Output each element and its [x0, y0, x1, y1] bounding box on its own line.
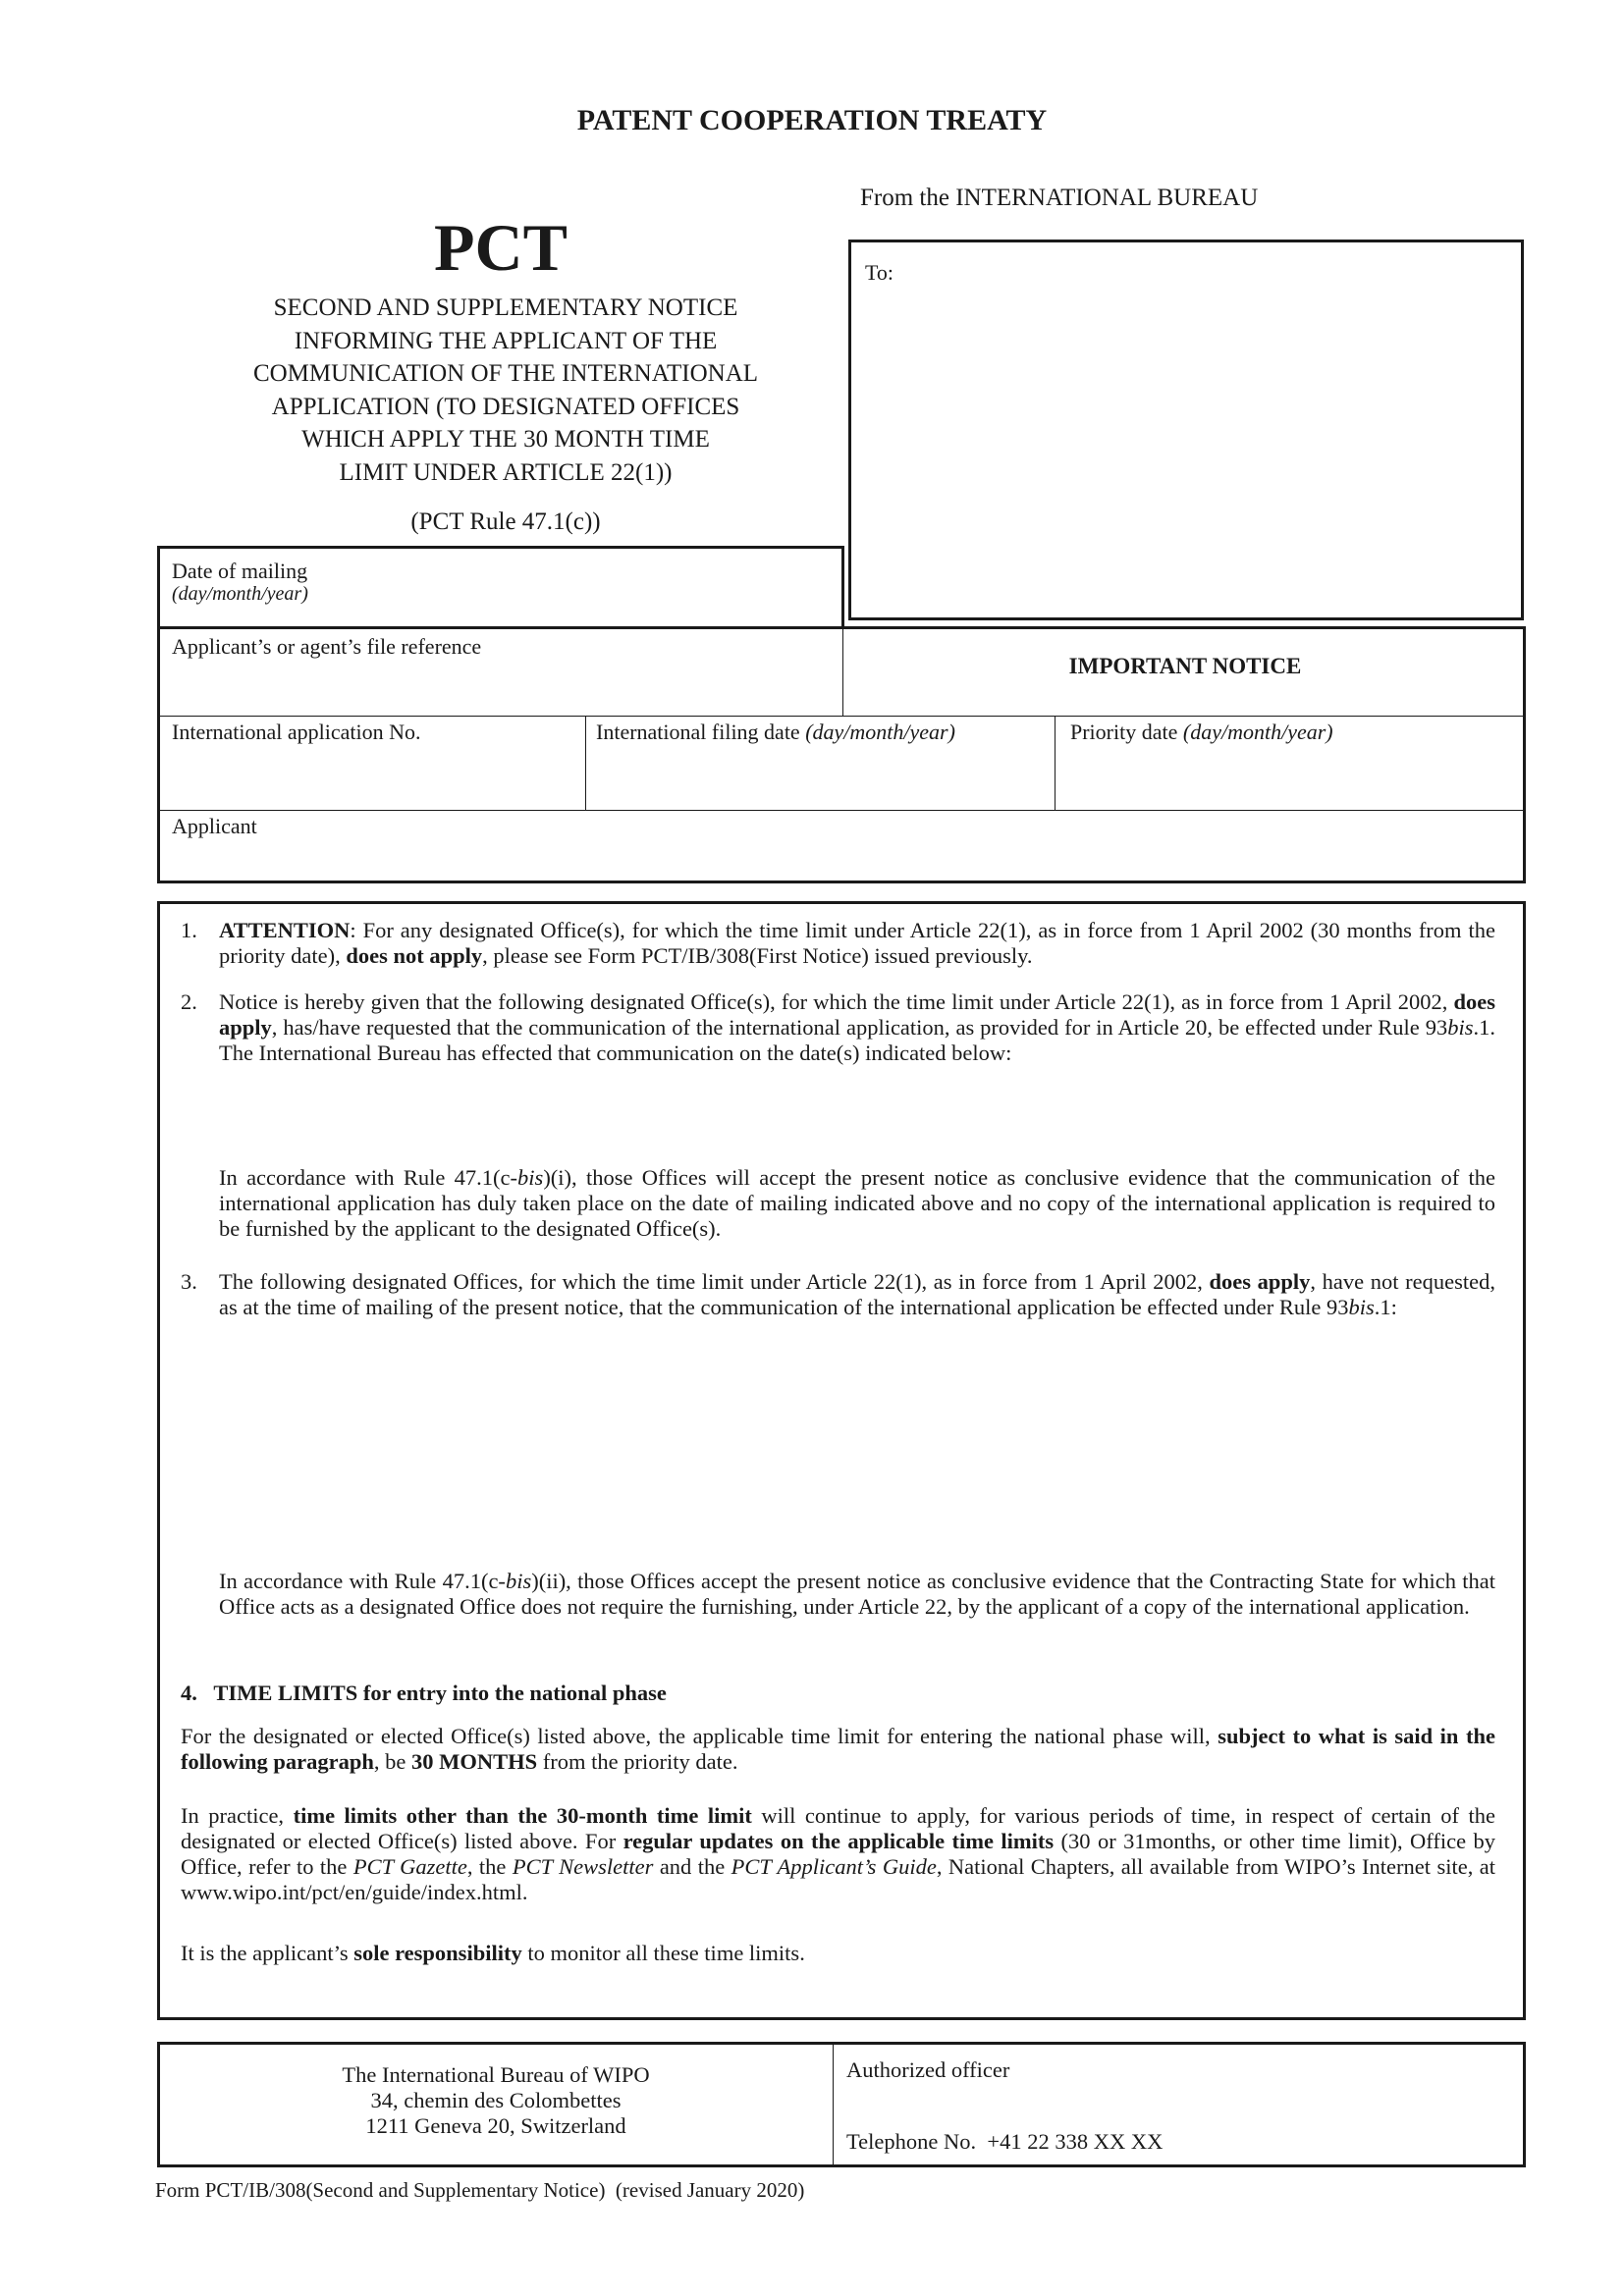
item-2-text: Notice is hereby given that the following designated Office(s), for which the time limit under Article 22(1), as in force from 1 April 2002, does apply, has/have requested that the communication of the international application, as provided for in Article 20, be effected under Rule 93bis.1. The International Bureau has effected that communication on the date(s) indicated below: — [219, 989, 1495, 1065]
address-line: 1211 Geneva 20, Switzerland — [365, 2113, 626, 2138]
item-3-number: 3. — [181, 1269, 197, 1294]
authorized-officer-label[interactable]: Authorized officer — [846, 2057, 1010, 2082]
item-2-number: 2. — [181, 989, 197, 1014]
priority-date-label[interactable] — [1070, 720, 1333, 745]
item-4-paragraph-2: In practice, time limits other than the 30-month time limit will continue to apply, for various periods of time, in respect of certain of the designated or elected Office(s) listed above. For regular updates on the applicable time limits (30 or 31months, or other time limit), Office by Office, refer to the PCT Gazette, the PCT Newsletter and the PCT Applicant’s Guide, National Chapters, all available from WIPO’s Internet site, at www.wipo.int/pct/en/guide/index.html. — [181, 1803, 1496, 1904]
intl-filing-date-format: (day/month/year) — [805, 720, 955, 744]
item-4-paragraph-1: For the designated or elected Office(s) listed above, the applicable time limit for entering the national phase will, subject to what is said in the following paragraph, be 30 MONTHS from the priority date. — [181, 1724, 1495, 1774]
notice-title-line: LIMIT UNDER ARTICLE 22(1)) — [339, 458, 673, 486]
item-3-text: The following designated Offices, for which the time limit under Article 22(1), as in force from 1 April 2002, does apply, have not requested, as at the time of mailing of the present notice, that the communication of the international application be effected under Rule 93bis.1: — [219, 1269, 1495, 1319]
horizontal-divider — [159, 810, 1524, 811]
item-4-paragraph-3: It is the applicant’s sole responsibility to monitor all these time limits. — [181, 1941, 805, 1965]
item-2-evidence-text: In accordance with Rule 47.1(c-bis)(i), those Offices will accept the present notice as conclusive evidence that the communication of the international application has duly taken place on the date of mailing indicated above and no copy of the international application is required to be furnished by the applicant to the designated Office(s). — [219, 1165, 1496, 1241]
to-label: To: — [865, 260, 894, 285]
intl-application-no-label[interactable]: International application No. — [172, 720, 421, 744]
rule-reference: (PCT Rule 47.1(c)) — [410, 508, 601, 535]
vertical-divider — [1055, 717, 1056, 811]
item-4-heading: 4. TIME LIMITS for entry into the national phase — [181, 1681, 667, 1705]
notice-title-line: COMMUNICATION OF THE INTERNATIONAL — [252, 360, 759, 387]
vertical-divider — [842, 628, 843, 717]
address-line: The International Bureau of WIPO — [342, 2062, 650, 2087]
telephone-number: Telephone No. +41 22 338 XX XX — [846, 2129, 1164, 2154]
item-1-number: 1. — [181, 918, 197, 942]
attention-label: ATTENTION — [219, 918, 351, 942]
priority-date-text: Priority date — [1070, 720, 1178, 744]
notice-title — [177, 292, 835, 489]
vertical-divider — [833, 2044, 834, 2165]
horizontal-divider — [159, 716, 1524, 717]
addressee-box[interactable] — [848, 240, 1524, 620]
intl-filing-date-text: International filing date — [596, 720, 800, 744]
treaty-title: PATENT COOPERATION TREATY — [576, 104, 1048, 136]
notice-title-line: SECOND AND SUPPLEMENTARY NOTICE — [273, 294, 738, 321]
pct-logo-text: PCT — [434, 210, 568, 285]
wipo-address — [159, 2062, 833, 2139]
notice-title-line: WHICH APPLY THE 30 MONTH TIME — [301, 426, 710, 453]
important-notice: IMPORTANT NOTICE — [1068, 654, 1302, 678]
date-of-mailing-label: Date of mailing — [172, 559, 308, 583]
file-reference-label[interactable]: Applicant’s or agent’s file reference — [172, 634, 482, 659]
notice-title-line: APPLICATION (TO DESIGNATED OFFICES — [271, 393, 740, 420]
item-1-text: ATTENTION: For any designated Office(s), for which the time limit under Article 22(1), as in force from 1 April 2002 (30 months from the priority date), does not apply, please see Form PCT/IB/308(First Notice) issued previously. — [219, 918, 1495, 968]
applicant-label[interactable]: Applicant — [172, 814, 257, 838]
address-line: 34, chemin des Colombettes — [370, 2088, 622, 2112]
from-line: From the INTERNATIONAL BUREAU — [860, 185, 1259, 211]
notice-title-line: INFORMING THE APPLICANT OF THE — [294, 327, 718, 354]
item-3-evidence-text: In accordance with Rule 47.1(c-bis)(ii), those Offices accept the present notice as conclusive evidence that the Contracting State for which that Office acts as a designated Office does not require the furnishing, under Article 22, by the applicant of a copy of the international application. — [219, 1569, 1496, 1619]
date-of-mailing-format: (day/month/year) — [172, 583, 308, 605]
intl-filing-date-label[interactable] — [596, 720, 955, 745]
date-of-mailing-box[interactable] — [157, 546, 844, 629]
priority-date-format: (day/month/year) — [1182, 720, 1333, 744]
vertical-divider — [585, 717, 586, 811]
form-identifier: Form PCT/IB/308(Second and Supplementary Notice) (revised January 2020) — [155, 2178, 805, 2202]
